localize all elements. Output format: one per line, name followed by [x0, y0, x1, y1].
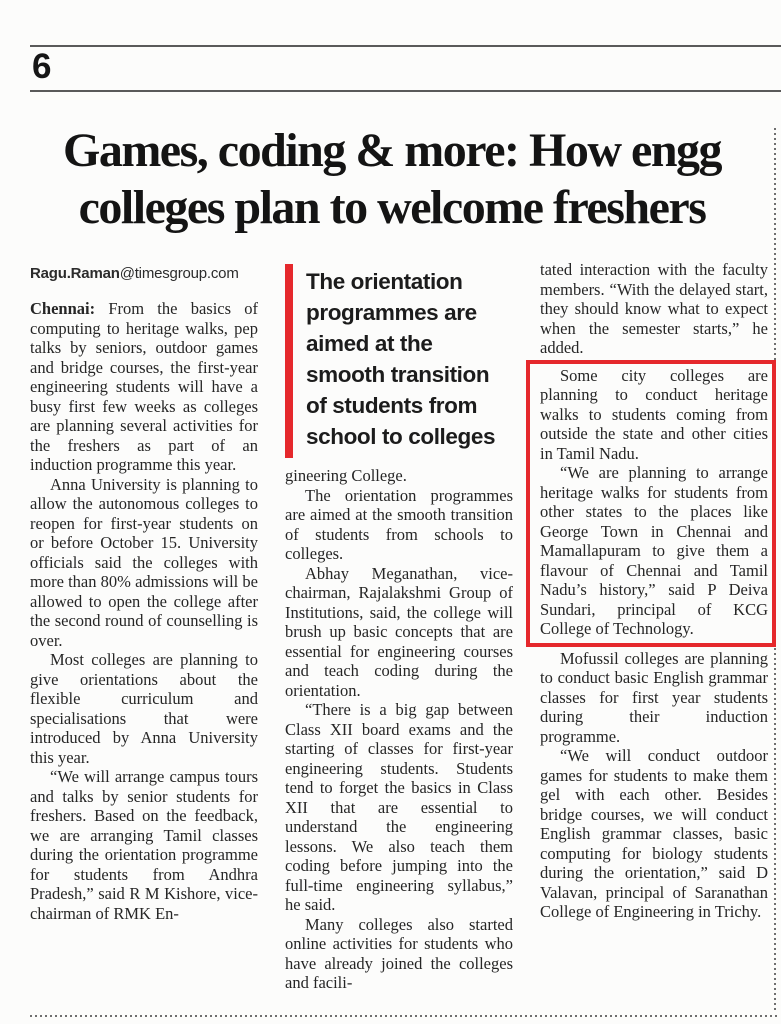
article-headline [18, 122, 766, 236]
byline [30, 264, 258, 283]
paragraph: “We will conduct outdoor games for students to make them gel with each other. Besides bridge courses, we will conduct English grammar classes, basic computing for biology students during the orientation,” said D Valavan, principal of Saranathan College of Engineering in Trichy. [540, 746, 768, 921]
paragraph: “There is a big gap between Class XII board exams and the starting of classes for first-year engineering students. Students tend to forget the basics in Class XII that are essential to understand the engineering lessons. We also teach them coding before jumping into the full-time engineering syllabus,” he said. [285, 700, 513, 914]
highlighted-paragraph: Some city colleges are planning to conduct heritage walks to students coming from outside the state and other cities in Tamil Nadu. [540, 365, 768, 463]
paragraph: The orientation programmes are aimed at the smooth transition of students from schools to colleges. [285, 485, 513, 563]
paragraph: “We will arrange campus tours and talks by senior students for freshers. Based on the feedback, we are arranging Tamil classes during the orientation programme for students from Andhra Pradesh,” said R M Kishore, vice-chairman of RMK En- [30, 767, 258, 923]
paragraph: Most colleges are planning to give orientations about the flexible curriculum and specialisations that were introduced by Anna University this year. [30, 650, 258, 767]
paragraph: Anna University is planning to allow the autonomous colleges to reopen for first-year students on or before October 15. University officials said the colleges with more than 80% admissions will be allowed to open the college after the second round of counselling is over. [30, 474, 258, 650]
dateline-label: Chennai: [30, 299, 109, 318]
paragraph: Mofussil colleges are planning to conduct basic English grammar classes for first year students during their induction programme. [540, 648, 768, 746]
paragraph: Many colleges also started online activities for students who have already joined the colleges and facili- [285, 914, 513, 992]
paragraph [30, 299, 258, 475]
page-number: 6 [32, 47, 52, 86]
headline-line2: colleges plan to welcome freshers [78, 181, 706, 234]
paragraph-text: From the basics of computing to heritage walks, pep talks by seniors, outdoor games and bridge courses, the first-year engineering students will have a busy first few weeks as colleges are planning several activities for the freshers as part of an induction programme this year. [30, 299, 258, 474]
paragraph: tated interaction with the faculty members. “With the delayed start, they should know what to expect when the semester starts,” he added. [540, 260, 768, 357]
byline-author: Ragu.Raman [30, 265, 120, 282]
article-body [30, 260, 768, 993]
highlight-box [526, 360, 776, 647]
headline-line1: Games, coding & more: How engg [62, 124, 722, 177]
byline-domain: @timesgroup.com [119, 265, 239, 282]
column-3 [540, 260, 768, 993]
paragraph: gineering College. [285, 466, 407, 485]
column-2 [285, 260, 513, 993]
paragraph: Abhay Meganathan, vice-chairman, Rajalakshmi Group of Institutions, said, the college will brush up basic concepts that are essential for engineering courses and teach coding during the orientation. [285, 563, 513, 700]
folio-rule-bottom [30, 90, 781, 92]
highlighted-paragraph: “We are planning to arrange heritage walks for students from other states to the places like George Town in Chennai and Mamallapuram to give them a flavour of Chennai and Tamil Nadu’s history,” said P Deiva Sundari, principal of KCG College of Technology. [540, 463, 768, 638]
pull-quote: The orientation programmes are aimed at the smooth transition of students from school to colleges [285, 264, 513, 458]
folio-rule-top [30, 45, 781, 47]
column-1 [30, 260, 258, 993]
dotted-bottom-separator [30, 1015, 777, 1017]
